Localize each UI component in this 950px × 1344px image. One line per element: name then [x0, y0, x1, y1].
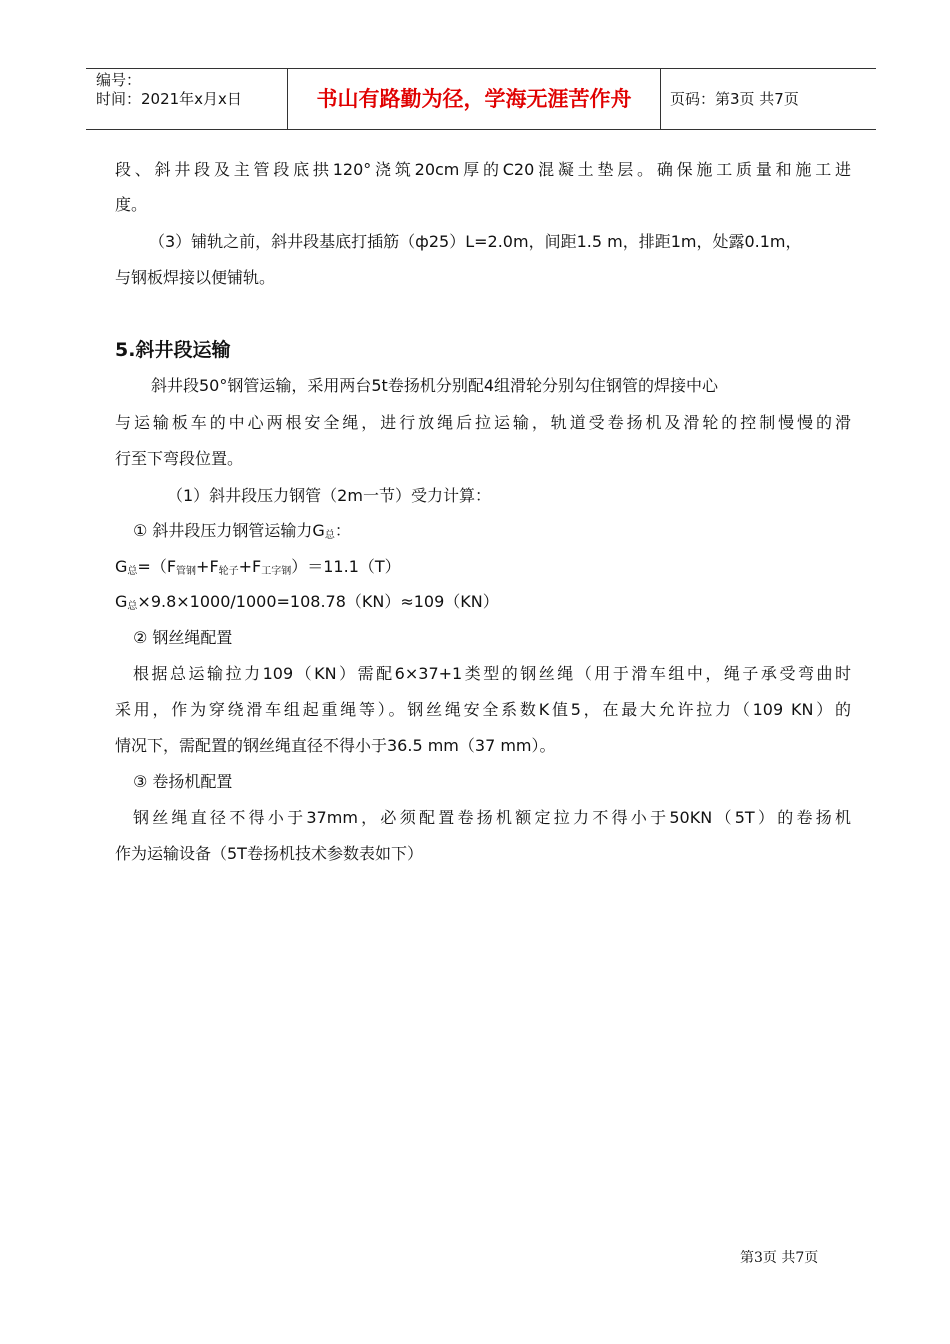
subscript: 总 — [127, 566, 138, 577]
paragraph-line: 情况下，需配置的钢丝绳直径不得小于36.5 mm（37 mm）。 — [115, 736, 556, 755]
formula-part: ）＝11.1（T） — [291, 557, 401, 576]
paragraph-line: 根据总运输拉力109（KN）需配6×37+1类型的钢丝绳（用于滑车组中，绳子承受弯曲时 — [133, 664, 851, 683]
formula — [115, 555, 401, 579]
formula-part: ×9.8×1000/1000=108.78（KN）≈109（KN） — [137, 592, 499, 611]
paragraph-line: 钢丝绳直径不得小于37mm，必须配置卷扬机额定拉力不得小于50KN（5T）的卷扬机 — [133, 808, 851, 827]
formula — [115, 590, 499, 614]
document-date: 时间：2021年x月x日 — [96, 90, 242, 108]
paragraph-line: 段、斜井段及主管段底拱120°浇筑20cm厚的C20混凝土垫层。确保施工质量和施工进 — [115, 160, 851, 179]
formula-part: G — [115, 557, 128, 576]
subscript: 总 — [127, 601, 138, 612]
subscript: 工字钢 — [261, 566, 292, 577]
formula-part: +F — [238, 557, 262, 576]
header-page-number: 页码：第3页 共7页 — [670, 90, 799, 108]
subscript: 总 — [324, 530, 335, 541]
formula-part: +F — [196, 557, 219, 576]
paragraph-line: 行至下弯段位置。 — [115, 449, 244, 468]
subscript: 轮子 — [218, 566, 239, 577]
subscript: 管钢 — [176, 566, 197, 577]
page-header — [86, 68, 876, 130]
header-meta — [96, 69, 286, 131]
header-divider — [660, 69, 661, 129]
list-item-text: ： — [334, 521, 351, 540]
list-item-text: ① 斜井段压力钢管运输力G — [133, 521, 325, 540]
subsection-title: （1）斜井段压力钢管（2m一节）受力计算： — [167, 486, 491, 505]
paragraph-line: 作为运输设备（5T卷扬机技术参数表如下） — [115, 844, 423, 863]
list-item: ③ 卷扬机配置 — [133, 772, 233, 791]
document-number: 编号： — [96, 71, 142, 89]
list-item: ② 钢丝绳配置 — [133, 628, 233, 647]
paragraph-line: （3）铺轨之前，斜井段基底打插筋（ф25）L=2.0m，间距1.5 m，排距1m，处露0.1m， — [149, 232, 802, 251]
header-motto: 书山有路勤为径，学海无涯苦作舟 — [316, 87, 632, 111]
paragraph-line: 与钢板焊接以便铺轨。 — [115, 268, 276, 287]
paragraph-line: 度。 — [115, 195, 148, 214]
formula-part: =（F — [137, 557, 177, 576]
list-item — [133, 519, 351, 543]
paragraph-line: 斜井段50°钢管运输，采用两台5t卷扬机分别配4组滑轮分别勾住钢管的焊接中心 — [151, 376, 718, 395]
paragraph-line: 采用，作为穿绕滑车组起重绳等）。钢丝绳安全系数K值5，在最大允许拉力（109 KN）的 — [115, 700, 851, 719]
section-heading: 5.斜井段运输 — [115, 339, 231, 361]
paragraph-line: 与运输板车的中心两根安全绳，进行放绳后拉运输，轨道受卷扬机及滑轮的控制慢慢的滑 — [115, 413, 851, 432]
page-footer: 第3页 共7页 — [740, 1250, 819, 1266]
formula-part: G — [115, 592, 128, 611]
